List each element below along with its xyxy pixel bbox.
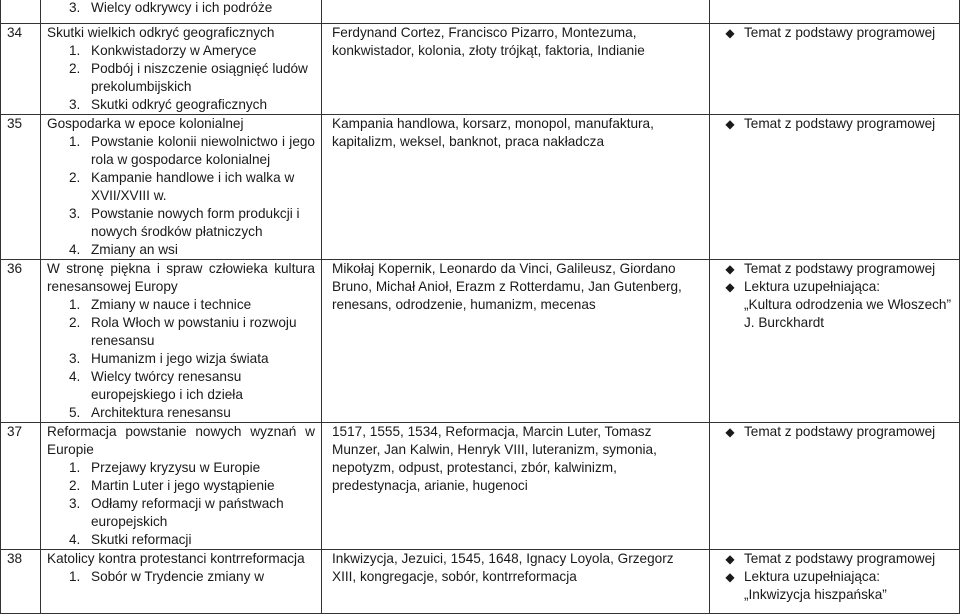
lesson-number: 35	[1, 115, 41, 260]
notes-cell	[710, 550, 960, 614]
terms-cell: Inkwizycja, Jezuici, 1545, 1648, Ignacy Loyola, Grzegorz XIII, kongregacje, sobór, kontrreformacja	[322, 550, 710, 614]
subtopic: 2. Podbój i niszczenie osiągnięć ludów prekolumbijskich	[69, 61, 308, 94]
subtopic: 2. Rola Włoch w powstaniu i rozwoju renesansu	[69, 315, 297, 348]
table-row	[1, 24, 960, 115]
subtopic: 1. Przejawy kryzysu w Europie	[69, 460, 261, 475]
lesson-topic-cell	[41, 0, 322, 24]
lesson-topic-cell	[41, 24, 322, 115]
note-item: ◆ Temat z podstawy programowej	[716, 260, 955, 278]
terms-cell: Kampania handlowa, korsarz, monopol, manufaktura, kapitalizm, weksel, banknot, praca nakładcza	[322, 115, 710, 260]
note-item: ◆ Lektura uzupełniająca:	[716, 568, 955, 586]
subtopic: 4. Wielcy twórcy renesansu europejskiego i ich dzieła	[69, 369, 243, 402]
reading-author: J. Burckhardt	[744, 315, 825, 330]
terms-cell: 1517, 1555, 1534, Reformacja, Marcin Luter, Tomasz Munzer, Jan Kalwin, Henryk VIII, luteranizm, symonia, nepotyzm, odpust, protestanci, zbór, kalwinizm, predestynacja, arianie, hugenoci	[322, 423, 710, 550]
lesson-topic-cell	[41, 550, 322, 614]
reading-title: „Kultura odrodzenia we Włoszech”	[744, 297, 952, 312]
bullet-icon: ◆	[725, 262, 735, 276]
lesson-topic-cell	[41, 260, 322, 423]
notes-cell	[710, 423, 960, 550]
note-item: ◆ Lektura uzupełniająca:	[716, 278, 955, 296]
notes-cell	[710, 260, 960, 423]
lesson-number: 34	[1, 24, 41, 115]
bullet-icon: ◆	[725, 570, 735, 584]
lesson-topic: W stronę piękna i spraw człowieka kultura renesansowej Europy	[47, 261, 315, 294]
lesson-topic-cell	[41, 423, 322, 550]
subtopic: 5. Architektura renesansu	[69, 405, 231, 420]
subtopic: 1. Powstanie kolonii niewolnictwo i jego rola w gospodarce kolonialnej	[69, 134, 315, 167]
bullet-icon: ◆	[725, 280, 735, 294]
subtopic: 2. Martin Luter i jego wystąpienie	[69, 478, 275, 493]
notes-cell	[710, 24, 960, 115]
table-row	[1, 260, 960, 423]
lesson-topic: Reformacja powstanie nowych wyznań w Europie	[47, 424, 315, 457]
subtopic: 3. Skutki odkryć geograficznych	[69, 97, 268, 112]
lesson-topic: Gospodarka w epoce kolonialnej	[47, 116, 244, 131]
note-item: ◆ Temat z podstawy programowej	[716, 550, 955, 568]
note-item: ◆ Temat z podstawy programowej	[716, 24, 955, 42]
subtopic: 1. Sobór w Trydencie zmiany w	[69, 569, 265, 584]
terms-cell: Mikołaj Kopernik, Leonardo da Vinci, Galileusz, Giordano Bruno, Michał Anioł, Erazm z Rotterdamu, Jan Gutenberg, renesans, odrodzenie, humanizm, mecenas	[322, 260, 710, 423]
subtopic: 1. Konkwistadorzy w Ameryce	[69, 43, 257, 58]
terms-cell: Ferdynand Cortez, Francisco Pizarro, Montezuma, konkwistador, kolonia, złoty trójkąt, faktoria, Indianie	[322, 24, 710, 115]
table-row	[1, 550, 960, 614]
subtopic: 2. Kampanie handlowe i ich walka w XVII/XVIII w.	[69, 170, 295, 203]
note-item: ◆ Temat z podstawy programowej	[716, 115, 955, 133]
table-row	[1, 115, 960, 260]
subtopic: 3. Powstanie nowych form produkcji i nowych środków płatniczych	[69, 206, 300, 239]
note-item: ◆ Temat z podstawy programowej	[716, 423, 955, 441]
bullet-icon: ◆	[725, 117, 735, 131]
notes-cell	[710, 115, 960, 260]
bullet-icon: ◆	[725, 425, 735, 439]
bullet-icon: ◆	[725, 26, 735, 40]
terms-cell	[322, 0, 710, 24]
lesson-number: 38	[1, 550, 41, 614]
lesson-number: 37	[1, 423, 41, 550]
subtopic: 1. Zmiany w nauce i technice	[69, 297, 252, 312]
bullet-icon: ◆	[725, 552, 735, 566]
reading-title: „Inkwizycja hiszpańska”	[744, 587, 887, 602]
notes-cell	[710, 0, 960, 24]
lesson-topic: Skutki wielkich odkryć geograficznych	[47, 25, 275, 40]
lesson-number	[1, 0, 41, 24]
subtopic: 3. Wielcy odkrywcy i ich podróże	[69, 0, 273, 15]
table-row	[1, 0, 960, 24]
subtopic: 3. Odłamy reformacji w państwach europejskich	[69, 496, 284, 529]
subtopic: 4. Skutki reformacji	[69, 532, 192, 547]
table-row	[1, 423, 960, 550]
lesson-topic-cell	[41, 115, 322, 260]
subtopic: 4. Zmiany an wsi	[69, 242, 178, 257]
lesson-number: 36	[1, 260, 41, 423]
lesson-topic: Katolicy kontra protestanci kontrreformacja	[47, 551, 305, 566]
subtopic: 3. Humanizm i jego wizja świata	[69, 351, 269, 366]
